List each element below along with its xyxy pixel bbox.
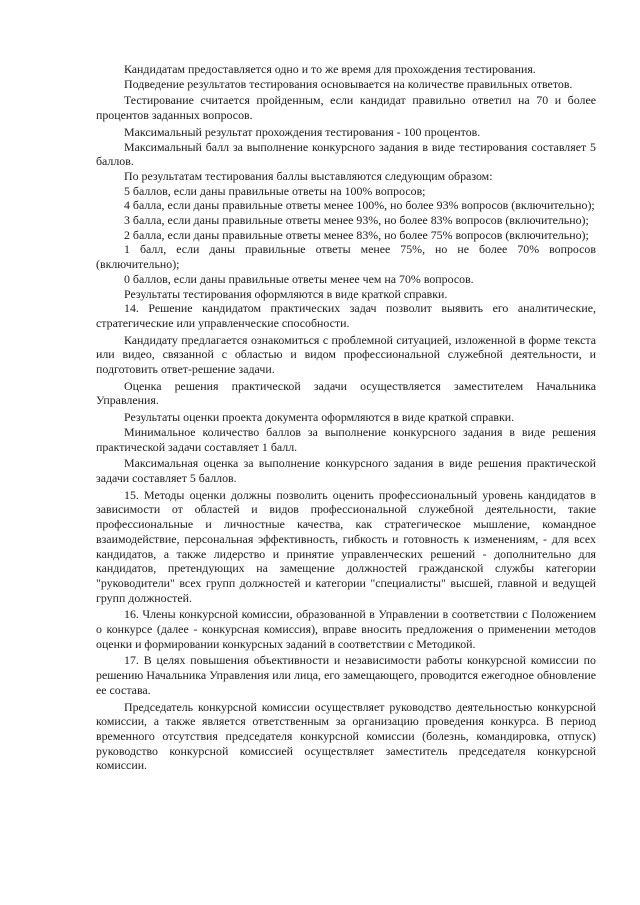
paragraph-5: Максимальный балл за выполнение конкурсного задания в виде тестирования составляет 5 баллов. (96, 139, 596, 169)
score-item-2: 2 балла, если даны правильные ответы менее 83%, но более 75% вопросов (включительно); (124, 227, 589, 242)
section-16: 16. Члены конкурсной комиссии, образованной в Управлении в соответствии с Положением о конкурсе (далее - конкурсная комиссия), вправе вносить предложения о применении методов оценки и формировании конкурсных заданий в соответствии с Методикой. (96, 607, 596, 651)
paragraph-4: Максимальный результат прохождения тестирования - 100 процентов. (124, 124, 481, 139)
section-17: 17. В целях повышения объективности и независимости работы конкурсной комиссии по решению Начальника Управления или лица, его замещающего, проводится ежегодное обновление ее состава. (96, 653, 596, 697)
paragraph-2: Подведение результатов тестирования основывается на количестве правильных ответов. (124, 76, 573, 91)
paragraph-6: По результатам тестирования баллы выставляются следующим образом: (124, 168, 493, 183)
paragraph-1: Кандидатам предоставляется одно и то же время для прохождения тестирования. (124, 62, 536, 76)
score-item-1: 1 балл, если даны правильные ответы менее 75%, но не более 70% вопросов (включительно); (96, 242, 596, 272)
paragraph-15: Кандидату предлагается ознакомиться с проблемной ситуацией, изложенной в форме текста или видео, связанной с областью и видом профессиональной служебной деятельности, и подготовить ответ-решение задачи. (96, 332, 596, 377)
score-item-0: 0 баллов, если даны правильные ответы менее чем на 70% вопросов. (124, 271, 474, 286)
score-item-4: 4 балла, если даны правильные ответы менее 100%, но более 93% вопросов (включительно); (124, 198, 595, 213)
section-14: 14. Решение кандидатом практических задач позволит выявить его аналитические, стратегические или управленческие способности. (96, 301, 596, 330)
paragraph-17: Результаты оценки проекта документа оформляются в виде краткой справки. (124, 410, 515, 425)
score-item-5: 5 баллов, если даны правильные ответы на 100% вопросов; (124, 183, 426, 198)
section-15: 15. Методы оценки должны позволить оценить профессиональный уровень кандидатов в зависимости от областей и видов профессиональной служебной деятельности, такие профессиональные и личностные качества, как стратегическое мышление, командное взаимодействие, персональная эффективность, гибкость и готовность к изменениям, - для всех кандидатов, а также лидерство и принятие управленческих решений - дополнительно для кандидатов, претендующих на замещение должностей гражданской службы категории "руководители" всех групп должностей и категории "специалисты" высшей, главной и ведущей групп должностей. (96, 487, 596, 605)
paragraph-16: Оценка решения практической задачи осуществляется заместителем Начальника Управления. (96, 378, 596, 408)
paragraph-13: Результаты тестирования оформляются в виде краткой справки. (124, 286, 448, 301)
paragraph-23: Председатель конкурсной комиссии осуществляет руководство деятельностью конкурсной комиссии, а также является ответственным за организацию проведения конкурса. В период временного отсутствия председателя конкурсной комиссии (болезнь, командировка, отпуск) руководство конкурсной комиссией осуществляет заместитель председателя конкурсной комиссии. (96, 699, 596, 773)
paragraph-18: Минимальное количество баллов за выполнение конкурсного задания в виде решения практической задачи составляет 1 балл. (96, 424, 596, 454)
paragraph-19: Максимальная оценка за выполнение конкурсного задания в виде решения практической задачи составляет 5 баллов. (96, 456, 596, 485)
score-item-3: 3 балла, если даны правильные ответы менее 93%, но более 83% вопросов (включительно); (124, 213, 589, 228)
paragraph-3: Тестирование считается пройденным, если кандидат правильно ответил на 70 и более процентов заданных вопросов. (96, 93, 596, 123)
